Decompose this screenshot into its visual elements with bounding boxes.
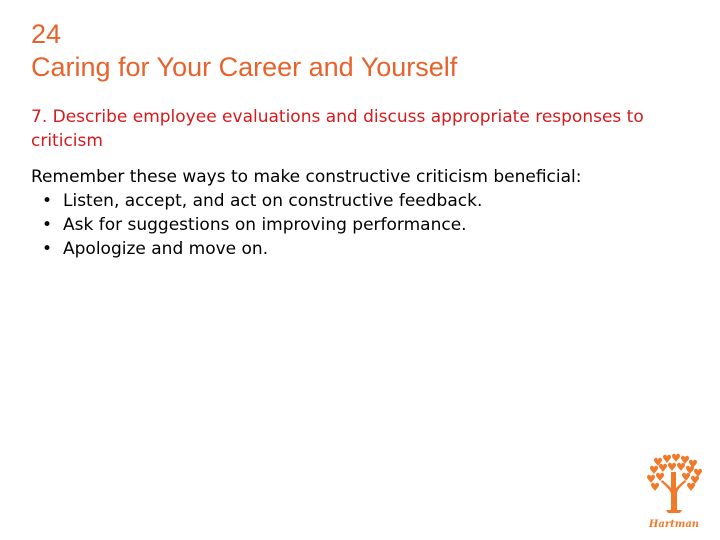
slide-body: [31, 165, 701, 261]
bullet-dot: •: [42, 239, 53, 259]
bullet-list: [31, 189, 701, 261]
tree-of-hearts-icon: [642, 452, 706, 532]
chapter-heading: [31, 18, 457, 84]
logo-wordmark: Hartman: [648, 519, 700, 530]
bullet-text: Ask for suggestions on improving performance.: [63, 215, 467, 235]
bullet-dot: •: [42, 191, 53, 211]
intro-text: Remember these ways to make constructive criticism beneficial:: [31, 167, 582, 187]
bullet-item: [31, 237, 701, 261]
bullet-item: [31, 213, 701, 237]
bullet-item: [31, 189, 701, 213]
bullet-text: Listen, accept, and act on constructive feedback.: [63, 191, 483, 211]
chapter-number: 24: [31, 19, 62, 49]
objective-heading: 7. Describe employee evaluations and discuss appropriate responses to criticism: [31, 107, 644, 151]
bullet-dot: •: [42, 215, 53, 235]
bullet-text: Apologize and move on.: [63, 239, 269, 259]
publisher-logo: [642, 452, 706, 532]
chapter-title: Caring for Your Career and Yourself: [31, 52, 458, 82]
